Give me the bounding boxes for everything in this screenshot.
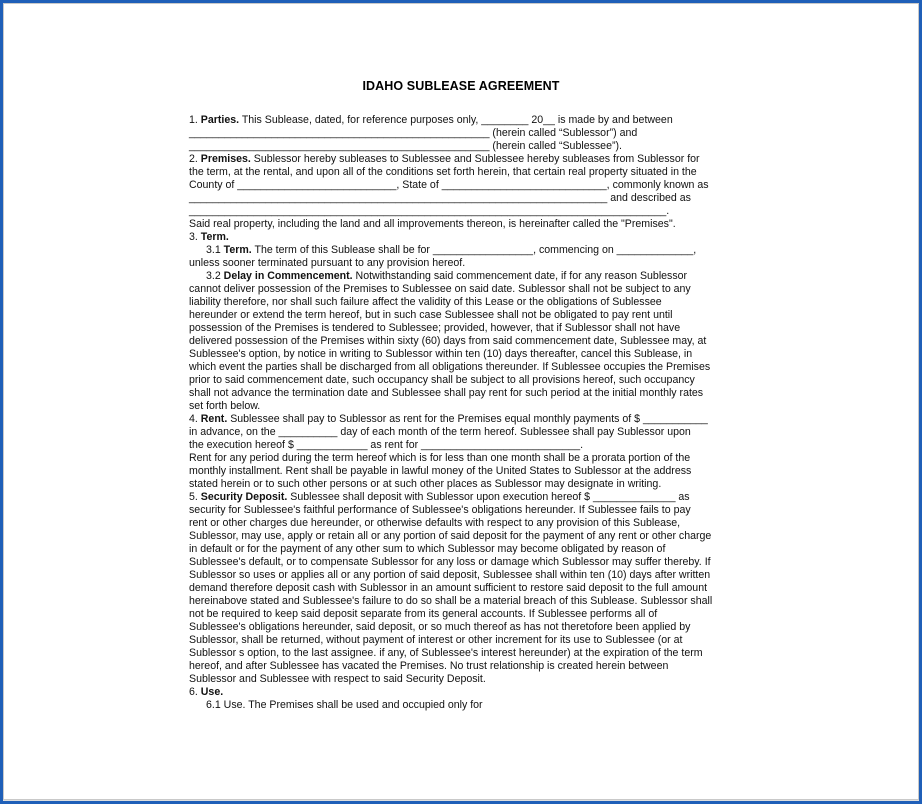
document-line: Sublessor s option, to the last assignee. if any, of Sublessee's interest hereunder) at the expiration of the term <box>189 647 703 659</box>
document-line: 4. Rent. Sublessee shall pay to Sublessor as rent for the Premises equal monthly payments of $ ___________ <box>189 413 708 425</box>
document-line: Sublessee's default, or to compensate Sublessor for any loss or damage which Sublessor may suffer thereby. If <box>189 556 711 568</box>
document-line: in advance, on the __________ day of each month of the term hereof. Sublessee shall pay Sublessor upon <box>189 426 691 438</box>
document-line: hereunder or extend the term hereof, but in such case Sublessee shall not be obligated to pay rent until <box>189 309 673 321</box>
document-title: IDAHO SUBLEASE AGREEMENT <box>362 79 560 93</box>
document-line: 3. Term. <box>189 231 229 243</box>
document-line: cannot deliver possession of the Premises to Sublessee on said date. Sublessor shall not be subject to any <box>189 283 691 295</box>
document-line: security for Sublessee's faithful performance of Sublessee's obligations hereunder. If Sublessee fails to pay <box>189 504 691 516</box>
document-line: Sublessor, shall be returned, without payment of interest or other increment for its use to Sublessee (or at <box>189 634 683 646</box>
document-body <box>189 114 749 712</box>
document-frame <box>3 3 919 801</box>
document-page <box>4 4 918 799</box>
document-line: hereof, and after Sublessee has vacated the Premises. No trust relationship is created herein between <box>189 660 669 672</box>
document-line: stated herein or to such other persons or at such other places as Sublessor may designate in writing. <box>189 478 662 490</box>
document-line: _________________________________________________________________________________. <box>189 205 670 217</box>
document-line: Sublessor so uses or applies all or any portion of said deposit, Sublessee shall within ten (10) days after written <box>189 569 711 581</box>
document-line: liability therefore, nor shall such failure affect the validity of this Lease or the obligations of Sublessee <box>189 296 662 308</box>
document-line: 3.1 Term. The term of this Sublease shall be for _________________, commencing on _____________, <box>206 244 697 256</box>
document-line: County of ___________________________, State of ____________________________, commonly known as <box>189 179 709 191</box>
document-line: monthly installment. Rent shall be payable in lawful money of the United States to Sublessor at the address <box>189 465 692 477</box>
document-line: delivered possession of the Premises within sixty (60) days from said commencement date, Sublessee may, at <box>189 335 707 347</box>
document-line: Rent for any period during the term hereof which is for less than one month shall be a prorata portion of the <box>189 452 691 464</box>
document-line: Sublessor and Sublessee with respect to said Security Deposit. <box>189 673 486 685</box>
document-line: set forth below. <box>189 400 261 412</box>
document-line: rent or other charges due hereunder, or otherwise defaults with respect to any provision of this Sublease, <box>189 517 681 529</box>
document-line: possession of the Premises is tendered to Sublessee; provided, however, that if Sublessor shall not have <box>189 322 681 334</box>
document-line: hereinabove stated and Sublessee's failure to do so shall be a material breach of this Sublease. Sublessor shall <box>189 595 713 607</box>
document-line: ___________________________________________________ (herein called “Sublessee”). <box>189 140 622 152</box>
document-line: 6. Use. <box>189 686 224 698</box>
document-line: _______________________________________________________________________ and described as <box>189 192 691 204</box>
document-line: prior to said commencement date, such occupancy shall be subject to all provisions hereof, such occupancy <box>189 374 695 386</box>
document-line: demand therefore deposit cash with Sublessor in an amount sufficient to restore said deposit to the full amount <box>189 582 708 594</box>
document-line: unless sooner terminated pursuant to any provision hereof. <box>189 257 466 269</box>
document-line: the term, at the rental, and upon all of the conditions set forth herein, that certain real property situated in the <box>189 166 697 178</box>
document-line: Said real property, including the land and all improvements thereon, is hereinafter called the "Premises". <box>189 218 676 230</box>
document-line: 2. Premises. Sublessor hereby subleases to Sublessee and Sublessee hereby subleases from Sublessor for <box>189 153 700 165</box>
document-line: 6.1 Use. The Premises shall be used and occupied only for <box>206 699 483 711</box>
document-line: not be required to keep said deposit separate from its general accounts. If Sublessee performs all of <box>189 608 658 620</box>
document-line: which event the parties shall be discharged from all obligations thereunder. If Sublessee occupies the Premises <box>189 361 711 373</box>
document-line: 3.2 Delay in Commencement. Notwithstanding said commencement date, if for any reason Sublessor <box>206 270 688 282</box>
document-line: 1. Parties. This Sublease, dated, for reference purposes only, ________ 20__ is made by and between <box>189 114 673 126</box>
document-line: in default or for the payment of any other sum to which Sublessor may become obligated by reason of <box>189 543 666 555</box>
document-line: Sublessee's option, by notice in writing to Sublessor within ten (10) days thereafter, cancel this Sublease, in <box>189 348 693 360</box>
document-line: 5. Security Deposit. Sublessee shall deposit with Sublessor upon execution hereof $ ______________ as <box>189 491 690 503</box>
document-line: Sublessee's obligations hereunder, said deposit, or so much thereof as has not theretofore been applied by <box>189 621 691 633</box>
document-line: Sublessor, may use, apply or retain all or any portion of said deposit for the payment of any rent or other charge <box>189 530 712 542</box>
document-line: the execution hereof $ ____________ as rent for ___________________________. <box>189 439 584 451</box>
document-line: ___________________________________________________ (herein called “Sublessor”) and <box>189 127 638 139</box>
document-line: shall not advance the termination date and Sublessee shall pay rent for such period at the initial monthly rates <box>189 387 704 399</box>
